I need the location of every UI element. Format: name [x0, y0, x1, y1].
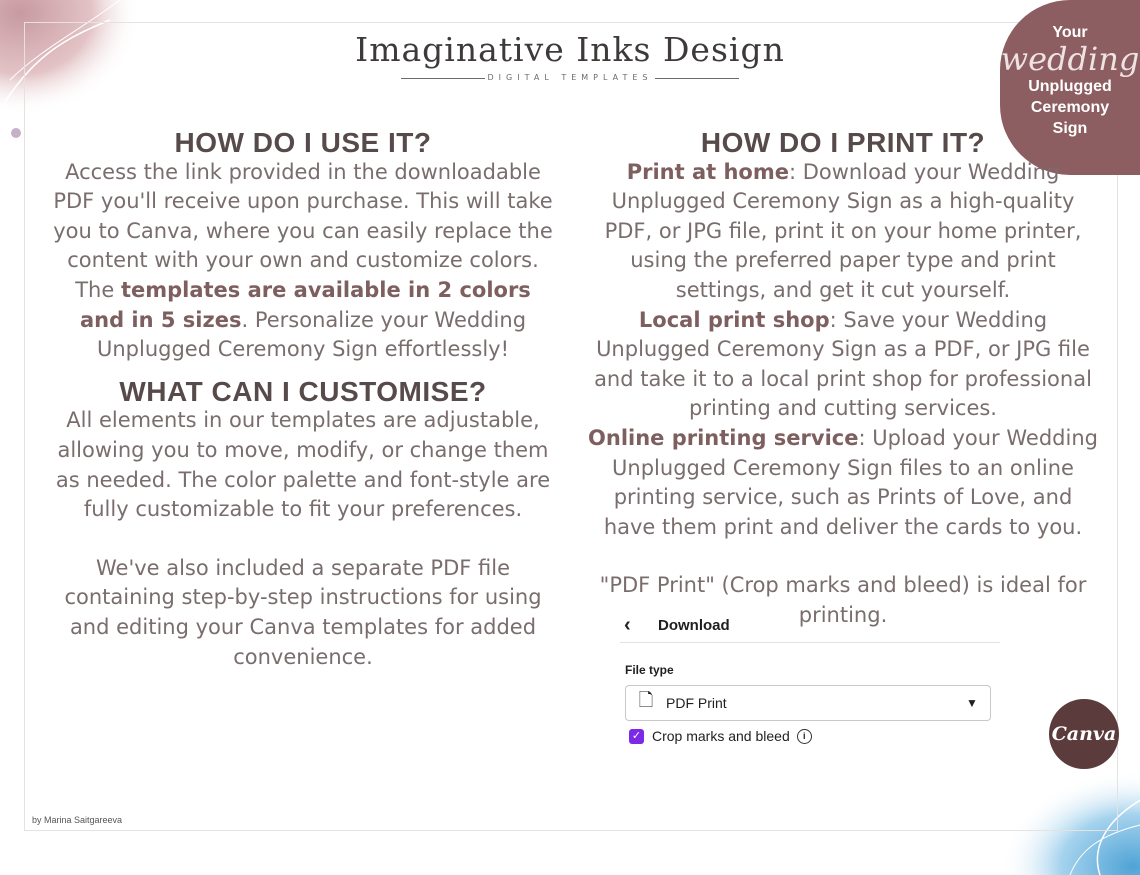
info-icon[interactable]: i [797, 729, 812, 744]
document-icon: 🗋 [638, 690, 654, 710]
download-title: Download [658, 616, 730, 634]
badge-line-1: Your [1052, 24, 1088, 41]
left-column [52, 128, 554, 672]
brand-subtitle: DIGITAL TEMPLATES [330, 73, 810, 82]
canva-logo: Canva [1049, 699, 1119, 769]
pdf-note: "PDF Print" (Crop marks and bleed) is ideal for printing. [599, 573, 1087, 627]
chevron-left-icon[interactable]: ‹ [624, 613, 631, 636]
brand-logo [330, 30, 810, 82]
print-local-label: Local print shop [638, 307, 830, 332]
download-header [620, 608, 1000, 643]
print-home-text: : Download your Wedding Unplugged Ceremony Sign as a high-quality PDF, or JPG file, print it on your home printer, using the preferred paper type and print settings, and get it cut yourself. [604, 159, 1082, 302]
crop-marks-option[interactable] [629, 728, 1000, 744]
print-heading: HOW DO I PRINT IT? [700, 127, 986, 158]
right-column [588, 128, 1098, 631]
chevron-down-icon: ▼ [966, 696, 978, 710]
print-home-paragraph [588, 158, 1098, 306]
badge-line-5: Sign [1052, 120, 1088, 137]
file-type-label: File type [625, 663, 674, 677]
extra-paragraph: We've also included a separate PDF file containing step-by-step instructions for using and editing your Canva templates for added convenience. [64, 555, 542, 669]
download-panel [620, 608, 1000, 744]
customise-paragraph: All elements in our templates are adjustable, allowing you to move, modify, or change them as needed. The color palette and font-style are fully customizable to fit your preferences. [55, 408, 551, 522]
use-text-1: Access the link provided in the downloadable PDF you'll receive upon purchase. This will take you to Canva, where you can easily replace the content with your own and customize colors. The [53, 159, 553, 302]
crop-marks-label: Crop marks and bleed [652, 728, 790, 744]
print-online-label: Online printing service [588, 425, 859, 450]
use-text-2: . Personalize your Wedding Unplugged Ceremony Sign effortlessly! [96, 307, 527, 362]
brand-title: Imaginative Inks Design [355, 30, 785, 69]
author-credit: by Marina Saitgareeva [32, 815, 123, 825]
print-home-label: Print at home [626, 159, 789, 184]
print-online-text: : Upload your Wedding Unplugged Ceremony Sign files to an online printing service, such as Prints of Love, and have them print and deliver the cards to you. [603, 425, 1098, 539]
use-heading: HOW DO I USE IT? [174, 127, 432, 158]
customise-heading: WHAT CAN I CUSTOMISE? [119, 375, 487, 407]
badge-line-2: wedding [1000, 40, 1140, 78]
print-local-text: : Save your Wedding Unplugged Ceremony Sign as a PDF, or JPG file and take it to a local print shop for professional printing and cutting services. [594, 307, 1092, 421]
crop-marks-checkbox[interactable]: ✓ [629, 729, 644, 744]
badge-line-4: Ceremony [1030, 99, 1110, 116]
file-type-value: PDF Print [666, 695, 727, 711]
print-local-paragraph [588, 306, 1098, 424]
use-bold-text: templates are available in 2 colors and in 5 sizes [79, 277, 531, 332]
badge-line-3: Unplugged [1028, 78, 1112, 95]
print-online-paragraph [588, 424, 1098, 542]
file-type-select[interactable] [625, 685, 991, 721]
use-paragraph [52, 158, 554, 365]
